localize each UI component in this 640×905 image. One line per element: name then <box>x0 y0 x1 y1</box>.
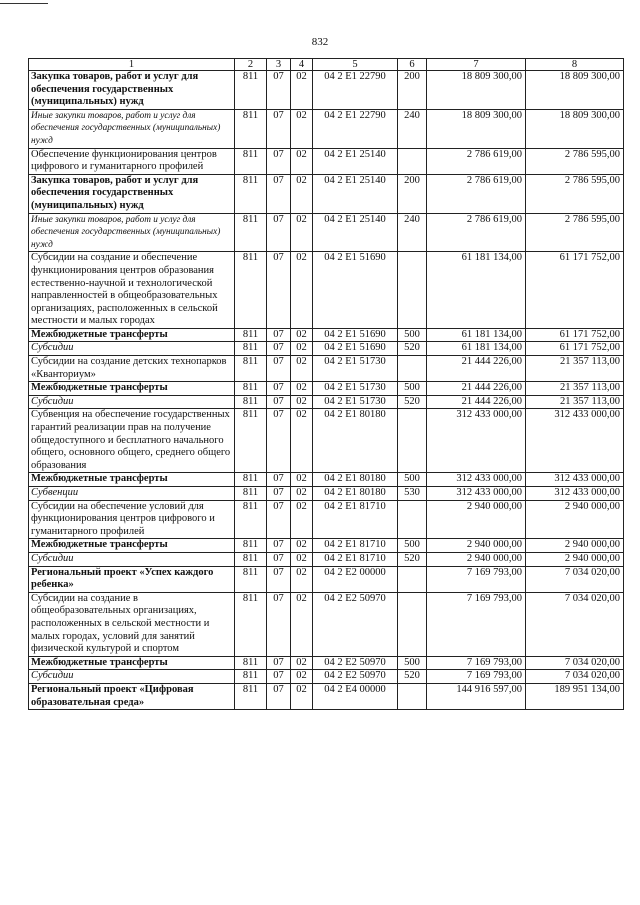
expense-type-cell: 520 <box>398 670 427 684</box>
table-row <box>29 683 624 709</box>
amount-cell: 2 940 000,00 <box>427 500 526 539</box>
section-code-cell: 07 <box>267 342 291 356</box>
amount-cell: 61 171 752,00 <box>526 252 624 329</box>
target-article-cell: 04 2 E2 50970 <box>313 670 398 684</box>
section-code-cell: 07 <box>267 487 291 501</box>
section-code-cell: 07 <box>267 148 291 174</box>
amount-cell: 21 357 113,00 <box>526 382 624 396</box>
column-header: 3 <box>267 59 291 71</box>
subsection-code-cell: 02 <box>291 670 313 684</box>
section-code-cell: 07 <box>267 409 291 473</box>
section-code-cell: 07 <box>267 473 291 487</box>
ministry-code-cell: 811 <box>235 342 267 356</box>
amount-cell: 18 809 300,00 <box>526 109 624 148</box>
amount-cell: 18 809 300,00 <box>427 71 526 110</box>
table-row <box>29 500 624 539</box>
row-name-cell: Субсидии на обеспечение условий для функционирования центров цифрового и гуманитарного профилей <box>29 500 235 539</box>
section-code-cell: 07 <box>267 252 291 329</box>
column-header: 5 <box>313 59 398 71</box>
expense-type-cell: 240 <box>398 109 427 148</box>
target-article-cell: 04 2 E1 51730 <box>313 395 398 409</box>
amount-cell: 7 169 793,00 <box>427 656 526 670</box>
section-code-cell: 07 <box>267 566 291 592</box>
ministry-code-cell: 811 <box>235 328 267 342</box>
row-name-cell: Субсидии на создание в общеобразовательных организациях, расположенных в сельской местности и малых городах, условий для занятий физической культурой и спортом <box>29 592 235 656</box>
amount-cell: 21 444 226,00 <box>427 382 526 396</box>
target-article-cell: 04 2 E1 51730 <box>313 356 398 382</box>
subsection-code-cell: 02 <box>291 174 313 213</box>
subsection-code-cell: 02 <box>291 148 313 174</box>
amount-cell: 312 433 000,00 <box>526 487 624 501</box>
amount-cell: 2 786 619,00 <box>427 213 526 252</box>
row-name-cell: Иные закупки товаров, работ и услуг для обеспечения государственных (муниципальных) нужд <box>29 213 235 252</box>
expense-type-cell <box>398 592 427 656</box>
amount-cell: 2 940 000,00 <box>526 552 624 566</box>
table-row <box>29 328 624 342</box>
expense-type-cell: 500 <box>398 656 427 670</box>
table-row <box>29 552 624 566</box>
ministry-code-cell: 811 <box>235 395 267 409</box>
target-article-cell: 04 2 E2 00000 <box>313 566 398 592</box>
amount-cell: 7 034 020,00 <box>526 566 624 592</box>
expense-type-cell: 200 <box>398 71 427 110</box>
table-row <box>29 656 624 670</box>
ministry-code-cell: 811 <box>235 382 267 396</box>
ministry-code-cell: 811 <box>235 252 267 329</box>
row-name-cell: Межбюджетные трансферты <box>29 473 235 487</box>
expense-type-cell: 520 <box>398 342 427 356</box>
row-name-cell: Субсидии <box>29 552 235 566</box>
amount-cell: 21 444 226,00 <box>427 356 526 382</box>
section-code-cell: 07 <box>267 328 291 342</box>
ministry-code-cell: 811 <box>235 592 267 656</box>
amount-cell: 2 940 000,00 <box>526 539 624 553</box>
ministry-code-cell: 811 <box>235 683 267 709</box>
column-header: 4 <box>291 59 313 71</box>
target-article-cell: 04 2 E1 25140 <box>313 148 398 174</box>
table-row <box>29 487 624 501</box>
target-article-cell: 04 2 E1 80180 <box>313 473 398 487</box>
subsection-code-cell: 02 <box>291 71 313 110</box>
table-row <box>29 109 624 148</box>
expense-type-cell: 520 <box>398 552 427 566</box>
subsection-code-cell: 02 <box>291 500 313 539</box>
ministry-code-cell: 811 <box>235 473 267 487</box>
subsection-code-cell: 02 <box>291 213 313 252</box>
row-name-cell: Субвенции <box>29 487 235 501</box>
amount-cell: 61 181 134,00 <box>427 342 526 356</box>
section-code-cell: 07 <box>267 670 291 684</box>
subsection-code-cell: 02 <box>291 473 313 487</box>
row-name-cell: Субсидии <box>29 342 235 356</box>
amount-cell: 312 433 000,00 <box>427 487 526 501</box>
target-article-cell: 04 2 E1 81710 <box>313 539 398 553</box>
amount-cell: 312 433 000,00 <box>427 409 526 473</box>
ministry-code-cell: 811 <box>235 487 267 501</box>
section-code-cell: 07 <box>267 356 291 382</box>
expense-type-cell <box>398 356 427 382</box>
expense-type-cell: 500 <box>398 473 427 487</box>
amount-cell: 2 786 619,00 <box>427 174 526 213</box>
column-header: 7 <box>427 59 526 71</box>
row-name-cell: Субсидии на создание и обеспечение функционирования центров образования естественно-научной и технологической направленностей в общеобразовательных организациях, расположенных в сельской местности и малых городах <box>29 252 235 329</box>
target-article-cell: 04 2 E1 22790 <box>313 71 398 110</box>
section-code-cell: 07 <box>267 592 291 656</box>
subsection-code-cell: 02 <box>291 552 313 566</box>
row-name-cell: Межбюджетные трансферты <box>29 539 235 553</box>
target-article-cell: 04 2 E1 80180 <box>313 409 398 473</box>
subsection-code-cell: 02 <box>291 566 313 592</box>
amount-cell: 61 171 752,00 <box>526 342 624 356</box>
subsection-code-cell: 02 <box>291 592 313 656</box>
table-row <box>29 539 624 553</box>
amount-cell: 61 181 134,00 <box>427 252 526 329</box>
ministry-code-cell: 811 <box>235 213 267 252</box>
ministry-code-cell: 811 <box>235 656 267 670</box>
amount-cell: 21 357 113,00 <box>526 395 624 409</box>
target-article-cell: 04 2 E1 81710 <box>313 500 398 539</box>
table-row <box>29 473 624 487</box>
row-name-cell: Закупка товаров, работ и услуг для обеспечения государственных (муниципальных) нужд <box>29 71 235 110</box>
page-number: 832 <box>311 36 329 48</box>
subsection-code-cell: 02 <box>291 342 313 356</box>
subsection-code-cell: 02 <box>291 539 313 553</box>
amount-cell: 312 433 000,00 <box>526 473 624 487</box>
table-row <box>29 356 624 382</box>
target-article-cell: 04 2 E1 80180 <box>313 487 398 501</box>
amount-cell: 61 171 752,00 <box>526 328 624 342</box>
subsection-code-cell: 02 <box>291 683 313 709</box>
amount-cell: 2 940 000,00 <box>526 500 624 539</box>
table-row <box>29 342 624 356</box>
subsection-code-cell: 02 <box>291 487 313 501</box>
expense-type-cell: 200 <box>398 174 427 213</box>
target-article-cell: 04 2 E1 25140 <box>313 213 398 252</box>
expense-type-cell: 500 <box>398 328 427 342</box>
amount-cell: 189 951 134,00 <box>526 683 624 709</box>
amount-cell: 18 809 300,00 <box>427 109 526 148</box>
amount-cell: 2 786 619,00 <box>427 148 526 174</box>
target-article-cell: 04 2 E1 51690 <box>313 328 398 342</box>
ministry-code-cell: 811 <box>235 539 267 553</box>
target-article-cell: 04 2 E1 51690 <box>313 252 398 329</box>
amount-cell: 144 916 597,00 <box>427 683 526 709</box>
table-row <box>29 252 624 329</box>
target-article-cell: 04 2 E2 50970 <box>313 656 398 670</box>
row-name-cell: Субсидии <box>29 395 235 409</box>
section-code-cell: 07 <box>267 500 291 539</box>
row-name-cell: Межбюджетные трансферты <box>29 328 235 342</box>
table-row <box>29 71 624 110</box>
amount-cell: 7 034 020,00 <box>526 670 624 684</box>
column-header: 8 <box>526 59 624 71</box>
table-row <box>29 592 624 656</box>
column-header: 6 <box>398 59 427 71</box>
expense-type-cell: 240 <box>398 213 427 252</box>
ministry-code-cell: 811 <box>235 356 267 382</box>
ministry-code-cell: 811 <box>235 174 267 213</box>
table-row <box>29 395 624 409</box>
table-row <box>29 670 624 684</box>
target-article-cell: 04 2 E1 51730 <box>313 382 398 396</box>
section-code-cell: 07 <box>267 382 291 396</box>
subsection-code-cell: 02 <box>291 395 313 409</box>
expense-type-cell: 530 <box>398 487 427 501</box>
ministry-code-cell: 811 <box>235 566 267 592</box>
section-code-cell: 07 <box>267 213 291 252</box>
ministry-code-cell: 811 <box>235 71 267 110</box>
ministry-code-cell: 811 <box>235 552 267 566</box>
row-name-cell: Межбюджетные трансферты <box>29 656 235 670</box>
ministry-code-cell: 811 <box>235 500 267 539</box>
target-article-cell: 04 2 E1 22790 <box>313 109 398 148</box>
subsection-code-cell: 02 <box>291 109 313 148</box>
target-article-cell: 04 2 E1 51690 <box>313 342 398 356</box>
target-article-cell: 04 2 E4 00000 <box>313 683 398 709</box>
table-row <box>29 174 624 213</box>
table-row <box>29 213 624 252</box>
scan-mark-line <box>0 3 48 4</box>
section-code-cell: 07 <box>267 109 291 148</box>
row-name-cell: Региональный проект «Успех каждого ребенка» <box>29 566 235 592</box>
ministry-code-cell: 811 <box>235 670 267 684</box>
section-code-cell: 07 <box>267 552 291 566</box>
amount-cell: 2 940 000,00 <box>427 539 526 553</box>
amount-cell: 18 809 300,00 <box>526 71 624 110</box>
amount-cell: 7 034 020,00 <box>526 656 624 670</box>
target-article-cell: 04 2 E1 81710 <box>313 552 398 566</box>
section-code-cell: 07 <box>267 539 291 553</box>
amount-cell: 2 940 000,00 <box>427 552 526 566</box>
amount-cell: 7 169 793,00 <box>427 670 526 684</box>
amount-cell: 21 357 113,00 <box>526 356 624 382</box>
amount-cell: 61 181 134,00 <box>427 328 526 342</box>
table-row <box>29 148 624 174</box>
expense-type-cell <box>398 566 427 592</box>
column-header: 2 <box>235 59 267 71</box>
row-name-cell: Субвенция на обеспечение государственных гарантий реализации прав на получение общедоступного и бесплатного начального общего, основного общего, среднего общего образования <box>29 409 235 473</box>
row-name-cell: Обеспечение функционирования центров цифрового и гуманитарного профилей <box>29 148 235 174</box>
expense-type-cell <box>398 409 427 473</box>
subsection-code-cell: 02 <box>291 328 313 342</box>
ministry-code-cell: 811 <box>235 148 267 174</box>
expense-type-cell <box>398 148 427 174</box>
table-row <box>29 382 624 396</box>
ministry-code-cell: 811 <box>235 409 267 473</box>
expense-type-cell <box>398 500 427 539</box>
section-code-cell: 07 <box>267 656 291 670</box>
amount-cell: 2 786 595,00 <box>526 148 624 174</box>
row-name-cell: Субсидии <box>29 670 235 684</box>
amount-cell: 312 433 000,00 <box>526 409 624 473</box>
expense-type-cell <box>398 683 427 709</box>
row-name-cell: Закупка товаров, работ и услуг для обеспечения государственных (муниципальных) нужд <box>29 174 235 213</box>
row-name-cell: Иные закупки товаров, работ и услуг для обеспечения государственных (муниципальных) нужд <box>29 109 235 148</box>
amount-cell: 7 034 020,00 <box>526 592 624 656</box>
section-code-cell: 07 <box>267 683 291 709</box>
expense-type-cell: 500 <box>398 382 427 396</box>
target-article-cell: 04 2 E2 50970 <box>313 592 398 656</box>
expense-type-cell: 520 <box>398 395 427 409</box>
target-article-cell: 04 2 E1 25140 <box>313 174 398 213</box>
amount-cell: 2 786 595,00 <box>526 174 624 213</box>
column-header: 1 <box>29 59 235 71</box>
subsection-code-cell: 02 <box>291 656 313 670</box>
row-name-cell: Региональный проект «Цифровая образовательная среда» <box>29 683 235 709</box>
subsection-code-cell: 02 <box>291 409 313 473</box>
expense-type-cell: 500 <box>398 539 427 553</box>
subsection-code-cell: 02 <box>291 382 313 396</box>
section-code-cell: 07 <box>267 71 291 110</box>
amount-cell: 21 444 226,00 <box>427 395 526 409</box>
table-row <box>29 409 624 473</box>
budget-table <box>28 58 624 710</box>
row-name-cell: Межбюджетные трансферты <box>29 382 235 396</box>
subsection-code-cell: 02 <box>291 252 313 329</box>
header-row <box>29 59 624 71</box>
section-code-cell: 07 <box>267 395 291 409</box>
ministry-code-cell: 811 <box>235 109 267 148</box>
expense-type-cell <box>398 252 427 329</box>
section-code-cell: 07 <box>267 174 291 213</box>
amount-cell: 312 433 000,00 <box>427 473 526 487</box>
amount-cell: 7 169 793,00 <box>427 566 526 592</box>
subsection-code-cell: 02 <box>291 356 313 382</box>
table-body <box>29 59 624 710</box>
amount-cell: 2 786 595,00 <box>526 213 624 252</box>
amount-cell: 7 169 793,00 <box>427 592 526 656</box>
table-row <box>29 566 624 592</box>
row-name-cell: Субсидии на создание детских технопарков «Кванториум» <box>29 356 235 382</box>
